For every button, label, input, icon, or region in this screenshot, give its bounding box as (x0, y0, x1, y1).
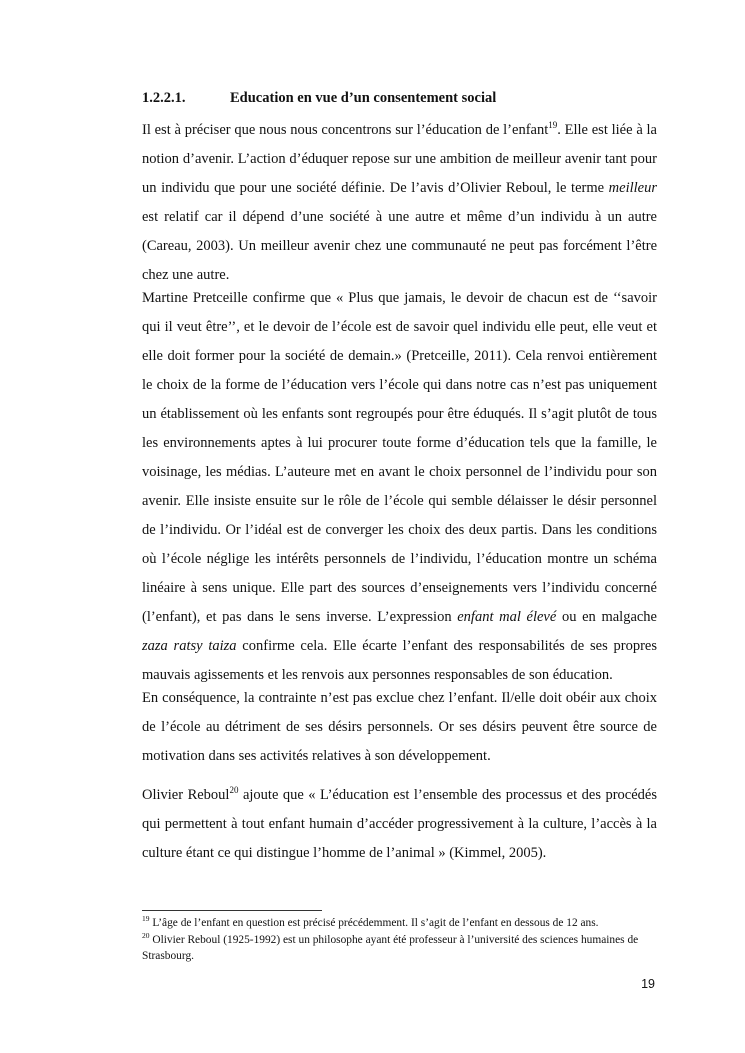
footnotes (142, 915, 657, 965)
paragraph-4: Olivier Reboul$^{20}$ ajoute que « L’éducation est l’ensemble des processus et des procédés qui permettent à tout enfant humain d’accéder progressivement à la culture, l’accès à la culture étant ce qui distingue l’homme de l’animal » (Kimmel, 2005). (142, 785, 657, 861)
section-number: 1.2.2.1. (142, 90, 186, 106)
emphasis-meilleur: meilleur (608, 180, 657, 196)
emphasis-enfant-mal-eleve: enfant mal élevé (457, 609, 557, 625)
section-title: Education en vue d’un consentement social (230, 90, 497, 106)
page-number: 19 (641, 977, 655, 991)
footnote-ref-20[interactable]: 20 (229, 785, 239, 796)
section-heading (142, 89, 496, 107)
paragraph-1: Il est à préciser que nous nous concentrons sur l’éducation de l’enfant$^{19}$. Elle est liée à la notion d’avenir. L’action d’éduquer repose sur une ambition de meilleur avenir tant pour un individu que pour une société définie. De l’avis d’Olivier Reboul, le terme meilleur est relatif car il dépend d’une société à une autre et même d’un individu à un autre (Careau, 2003). Un meilleur avenir chez une communauté ne peut pas forcément l’être chez une autre. (142, 120, 657, 283)
footnote-separator (142, 910, 322, 911)
emphasis-zaza-ratsy-taiza: zaza ratsy taiza (142, 638, 237, 654)
footnote-19: $^{19}$ L’âge de l’enfant en question est précisé précédemment. Il s’agit de l’enfant en dessous de 12 ans. (142, 914, 599, 929)
paragraph-2: Martine Pretceille confirme que « Plus que jamais, le devoir de chacun est de ‘‘savoir qui il veut être’’, et le devoir de l’école est de savoir quel individu elle peut, elle veut et elle doit former pour la société de demain.» (Pretceille, 2011). Cela renvoi entièrement le choix de la forme de l’éducation vers l’école qui dans notre cas n’est pas uniquement un établissement où les enfants sont regroupés pour être éduqués. Il s’agit plutôt de tous les environnements aptes à lui procurer toute forme d’éducation tels que la famille, le voisinage, les médias. L’auteure met en avant le choix personnel de l’individu pour son avenir. Elle insiste ensuite sur le rôle de l’école qui semble délaisser le désir personnel de l’individu. Or l’idéal est de converger les choix des deux partis. Dans les conditions où l’école néglige les intérêts personnels de l’individu, l’éducation montre un schéma linéaire à sens unique. Elle part des sources d’enseignements vers l’individu concerné (l’enfant), et pas dans le sens inverse. L’expression enfant mal élevé ou en malgache zaza ratsy taiza confirme cela. Elle écarte l’enfant des responsabilités de ses propres mauvais agissements et les renvois aux personnes responsables de son éducation. (142, 290, 657, 683)
paragraph-3: En conséquence, la contrainte n’est pas exclue chez l’enfant. Il/elle doit obéir aux choix de l’école au détriment de ses désirs personnels. Or ses désirs peuvent être source de motivation dans ses activités relatives à son développement. (142, 690, 657, 764)
footnote-20: $^{20}$ Olivier Reboul (1925-1992) est un philosophe ayant été professeur à l’université des sciences humaines de Strasbourg. (142, 930, 639, 962)
footnote-ref-19[interactable]: 19 (548, 120, 558, 131)
